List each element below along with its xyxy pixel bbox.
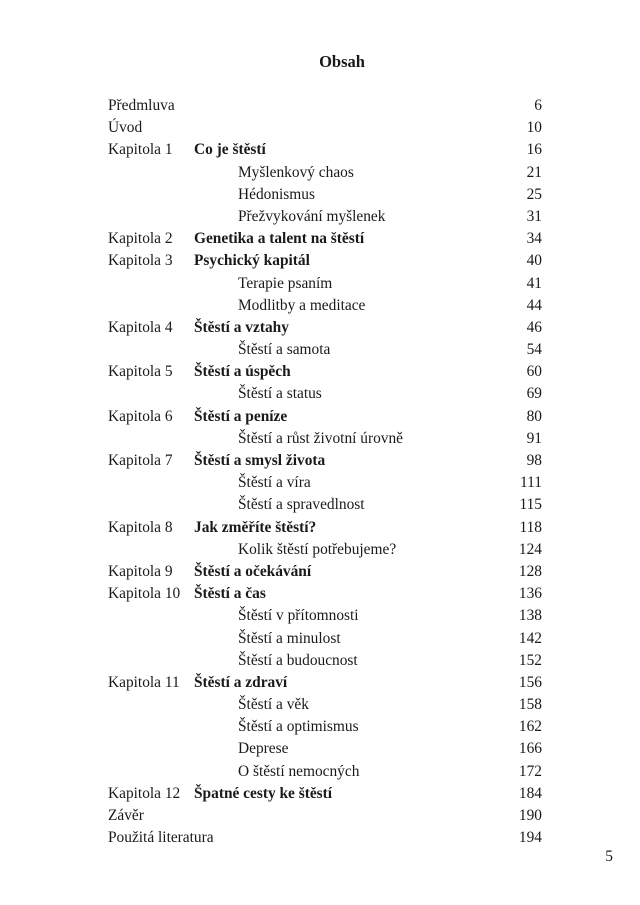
section-title: Štěstí a budoucnost: [238, 651, 358, 669]
toc-entry: [0, 450, 640, 472]
chapter-label: Kapitola 3: [108, 252, 173, 270]
toc-entry: [0, 273, 640, 295]
toc-page-number: 184: [518, 784, 542, 802]
toc-page-number: 156: [518, 673, 542, 691]
toc-entry: [0, 162, 640, 184]
toc-entry: [0, 494, 640, 516]
toc-entry: [0, 517, 640, 539]
toc-page-number: 162: [518, 718, 542, 736]
chapter-title: Štěstí a čas: [194, 585, 266, 603]
toc-entry-title: Použitá literatura: [108, 829, 214, 847]
toc-page-number: 138: [518, 607, 542, 625]
chapter-title: Co je štěstí: [194, 141, 266, 159]
chapter-title: Štěstí a úspěch: [194, 363, 291, 381]
toc-page-number: 136: [518, 585, 542, 603]
chapter-title: Genetika a talent na štěstí: [194, 230, 365, 248]
toc-entry: [0, 583, 640, 605]
toc-entry: [0, 250, 640, 272]
chapter-title: Štěstí a očekávání: [194, 562, 312, 580]
toc-page-number: 124: [518, 540, 542, 558]
toc-entry-title: Úvod: [108, 119, 143, 137]
toc-page-number: 60: [526, 363, 542, 381]
toc-page-number: 158: [518, 696, 542, 714]
chapter-label: Kapitola 4: [108, 318, 173, 336]
toc-entry: [0, 184, 640, 206]
toc-entry: [0, 783, 640, 805]
chapter-label: Kapitola 6: [108, 407, 173, 425]
chapter-title: Štěstí a peníze: [194, 407, 288, 425]
toc-entry: [0, 539, 640, 561]
toc-page-number: 98: [526, 452, 542, 469]
toc-entry: [0, 561, 640, 583]
toc-entry: [0, 694, 640, 716]
section-title: Štěstí a optimismus: [238, 718, 359, 736]
toc-entry: [0, 383, 640, 405]
section-title: Štěstí a samota: [238, 341, 331, 359]
section-title: Deprese: [238, 740, 289, 758]
toc-page-number: 190: [518, 807, 542, 824]
toc-page-number: 194: [518, 829, 542, 847]
toc-entry: [0, 605, 640, 627]
toc-entry: [0, 672, 640, 694]
chapter-label: Kapitola 10: [108, 585, 181, 603]
toc-entry: [0, 228, 640, 250]
toc-entry: [0, 117, 640, 139]
toc-page-number: 142: [518, 629, 542, 647]
toc-page-number: 6: [534, 97, 542, 114]
section-title: Štěstí a věk: [238, 696, 309, 714]
toc-page-number: 31: [526, 207, 542, 225]
toc-page-number: 152: [518, 651, 542, 669]
toc-entry: [0, 95, 640, 117]
toc-page-number: 111: [520, 474, 542, 492]
toc-page-number: 166: [518, 740, 542, 758]
toc-entry: [0, 206, 640, 228]
toc-entry: [0, 761, 640, 783]
toc-page-number: 91: [526, 429, 542, 447]
toc-entry-title: Předmluva: [108, 97, 175, 114]
chapter-label: Kapitola 9: [108, 562, 173, 580]
toc-entry-title: Závěr: [108, 807, 144, 824]
toc-entry: [0, 650, 640, 672]
section-title: Štěstí a minulost: [238, 629, 341, 647]
section-title: Štěstí a status: [238, 385, 322, 403]
chapter-label: Kapitola 1: [108, 141, 173, 159]
chapter-label: Kapitola 11: [108, 673, 180, 691]
toc-entry: [0, 406, 640, 428]
toc-entry: [0, 738, 640, 760]
chapter-label: Kapitola 8: [108, 518, 173, 536]
section-title: Štěstí a víra: [238, 474, 311, 492]
chapter-title: Štěstí a vztahy: [194, 318, 289, 336]
toc-page-number: 16: [526, 141, 542, 159]
toc-page-number: 69: [526, 385, 542, 403]
chapter-title: Jak změříte štěstí?: [194, 518, 317, 536]
toc-page-number: 115: [519, 496, 542, 514]
toc-page-number: 40: [526, 252, 542, 270]
toc-page-number: 21: [526, 163, 542, 181]
section-title: Štěstí a růst životní úrovně: [238, 429, 403, 447]
chapter-title: Špatné cesty ke štěstí: [194, 784, 333, 802]
toc-entry: [0, 361, 640, 383]
section-title: Štěstí v přítomnosti: [238, 607, 359, 625]
chapter-title: Psychický kapitál: [194, 252, 310, 270]
toc-entry: [0, 428, 640, 450]
section-title: Myšlenkový chaos: [238, 163, 354, 181]
section-title: O štěstí nemocných: [238, 762, 360, 780]
toc-entry: [0, 295, 640, 317]
chapter-label: Kapitola 5: [108, 363, 173, 381]
toc-page-number: 128: [518, 562, 542, 580]
toc-entry: [0, 472, 640, 494]
chapter-title: Štěstí a smysl života: [194, 452, 326, 469]
toc-entry: [0, 805, 640, 827]
toc-entry: [0, 139, 640, 161]
chapter-title: Štěstí a zdraví: [194, 673, 288, 691]
toc-page-number: 118: [519, 518, 542, 536]
section-title: Hédonismus: [238, 185, 315, 203]
page-title: Obsah: [319, 52, 365, 71]
page-number: 5: [605, 848, 613, 865]
toc-page-number: 46: [526, 318, 542, 336]
chapter-label: Kapitola 12: [108, 784, 181, 802]
toc-page-number: 172: [518, 762, 542, 780]
section-title: Kolik štěstí potřebujeme?: [238, 540, 397, 558]
section-title: Štěstí a spravedlnost: [238, 496, 365, 514]
toc-entry: [0, 317, 640, 339]
table-of-contents: [0, 95, 640, 849]
toc-entry: [0, 628, 640, 650]
toc-page-number: 54: [526, 341, 542, 359]
chapter-label: Kapitola 7: [108, 452, 173, 469]
section-title: Terapie psaním: [238, 274, 333, 292]
toc-page-number: 10: [526, 119, 542, 137]
chapter-label: Kapitola 2: [108, 230, 173, 248]
toc-entry: [0, 827, 640, 849]
toc-page-number: 44: [526, 296, 542, 314]
toc-page-number: 34: [526, 230, 542, 248]
toc-page-number: 25: [526, 185, 542, 203]
toc-page-number: 41: [526, 274, 542, 292]
section-title: Přežvykování myšlenek: [238, 207, 386, 225]
toc-entry: [0, 339, 640, 361]
section-title: Modlitby a meditace: [238, 296, 366, 314]
toc-entry: [0, 716, 640, 738]
toc-page-number: 80: [526, 407, 542, 425]
